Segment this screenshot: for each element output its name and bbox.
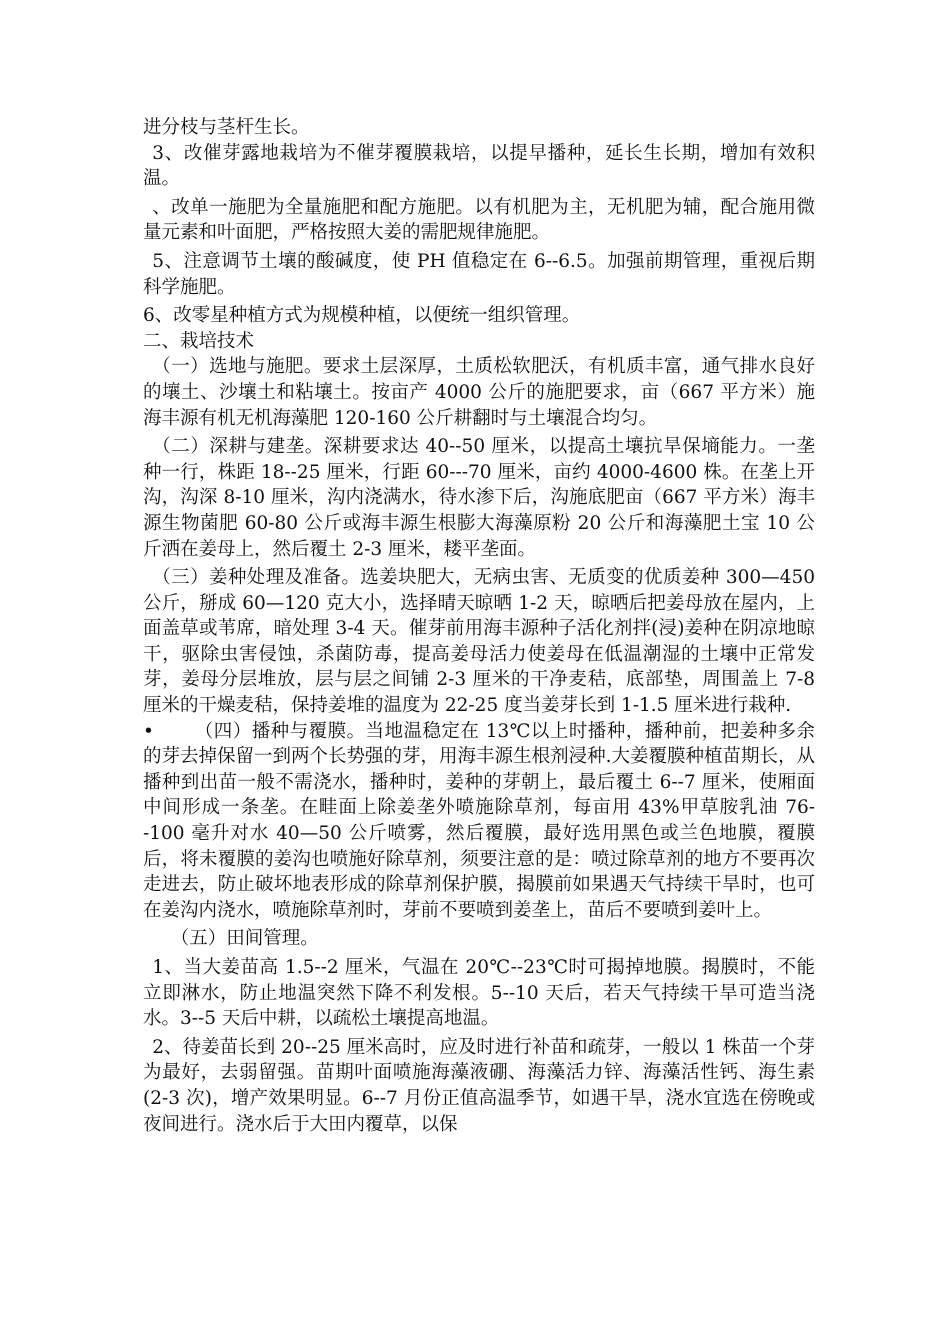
- section-3-seed-ginger-prep: （三）姜种处理及准备。选姜块肥大，无病虫害、无质变的优质姜种 300—450 公斤，掰成 60—120 克大小，选择晴天晾晒 1-2 天，晾晒后把姜母放在屋内，上面盖草或苇席，暗处理 3-4 天。催芽前用海丰源种子活化剂拌(浸)姜种在阴凉地晾干，驱除虫害侵蚀，杀菌防毒，提高姜母活力使姜母在低温潮湿的土壤中正常发芽，姜母分层堆放，层与层之间铺 2-3 厘米的干净麦秸，底部垫，周围盖上 7-8 厘米的干燥麦秸，保持姜堆的温度为 22-25 度当姜芽长到 1-1.5 厘米进行栽种.: [143, 567, 815, 717]
- paragraph-item-5: 5、注意调节土壤的酸碱度，使 PH 值稳定在 6--6.5。加强前期管理，重视后期科学施肥。: [143, 250, 815, 298]
- section-5-field-management: （五）田间管理。: [170, 928, 319, 950]
- management-item-2: 2、待姜苗长到 20--25 厘米高时，应及时进行补苗和疏芽，一般以 1 株苗一个芽为最好，去弱留强。苗期叶面喷施海藻液硼、海藻活力锌、海藻活性钙、海生素(2-3 次)，增产效果明显。6--7 月份正值高温季节，如遇干旱，浇水宜选在傍晚或夜间进行。浇水后于大田内覆草，以保: [143, 1036, 815, 1135]
- paragraph-item-3: 3、改催芽露地栽培为不催芽覆膜栽培，以提早播种，延长生长期，增加有效积温。: [143, 142, 815, 190]
- section-heading-cultivation: 二、栽培技术: [143, 330, 255, 352]
- section-1-site-and-fertilizer: （一）选地与施肥。要求土层深厚，土质松软肥沃，有机质丰富，通气排水良好的壤土、沙壤土和粘壤土。按亩产 4000 公斤的施肥要求，亩（667 平方米）施海丰源有机无机海藻肥 120-160 公斤耕翻时与土壤混合均匀。: [143, 356, 815, 429]
- paragraph-item-6: 6、改零星种植方式为规模种植，以便统一组织管理。: [143, 305, 581, 327]
- paragraph-intro: 进分枝与茎杆生长。: [143, 117, 310, 138]
- management-item-1: 1、当大姜苗高 1.5--2 厘米，气温在 20℃--23℃时可揭掉地膜。揭膜时，不能立即淋水，防止地温突然下降不利发根。5--10 天后，若天气持续干旱可造当浇水。3--5 天后中耕，以疏松土壤提高地温。: [143, 957, 815, 1030]
- bullet-marker: •: [143, 720, 154, 742]
- section-2-plowing-and-ridges: （二）深耕与建垄。深耕要求达 40--50 厘米，以提高土壤抗旱保墒能力。一垄种一行，株距 18--25 厘米，行距 60---70 厘米，亩约 4000-4600 株。在垄上开沟，沟深 8-10 厘米，沟内浇满水，待水渗下后，沟施底肥亩（667 平方米）海丰源生物菌肥 60-80 公斤或海丰源生根膨大海藻原粉 20 公斤和海藻肥土宝 10 公斤洒在姜母上，然后覆土 2-3 厘米，耧平垄面。: [143, 436, 815, 560]
- section-4-text: （四）播种与覆膜。当地温稳定在 13℃以上时播种，播种前，把姜种多余的芽去掉保留一到两个长势强的芽，用海丰源生根剂浸种.大姜覆膜种植苗期长，从播种到出苗一般不需浇水，播种时，姜种的芽朝上，最后覆土 6--7 厘米，使厢面中间形成一条垄。在畦面上除姜垄外喷施除草剂，每亩用 43%甲草胺乳油 76--100 毫升对水 40—50 公斤喷雾，然后覆膜，最好选用黑色或兰色地膜，覆膜后，将未覆膜的姜沟也喷施好除草剂，须要注意的是：喷过除草剂的地方不要再次走进去，防止破坏地表形成的除草剂保护膜，揭膜前如果遇天气持续干旱时，也可在姜沟内浇水，喷施除草剂时，芽前不要喷到姜垄上，苗后不要喷到姜叶上。: [143, 720, 815, 921]
- section-4-sowing-and-mulch: [143, 719, 815, 924]
- paragraph-item-4: 、改单一施肥为全量施肥和配方施肥。以有机肥为主，无机肥为辅，配合施用微量元素和叶面肥，严格按照大姜的需肥规律施肥。: [143, 196, 815, 244]
- document-page: [143, 115, 815, 1137]
